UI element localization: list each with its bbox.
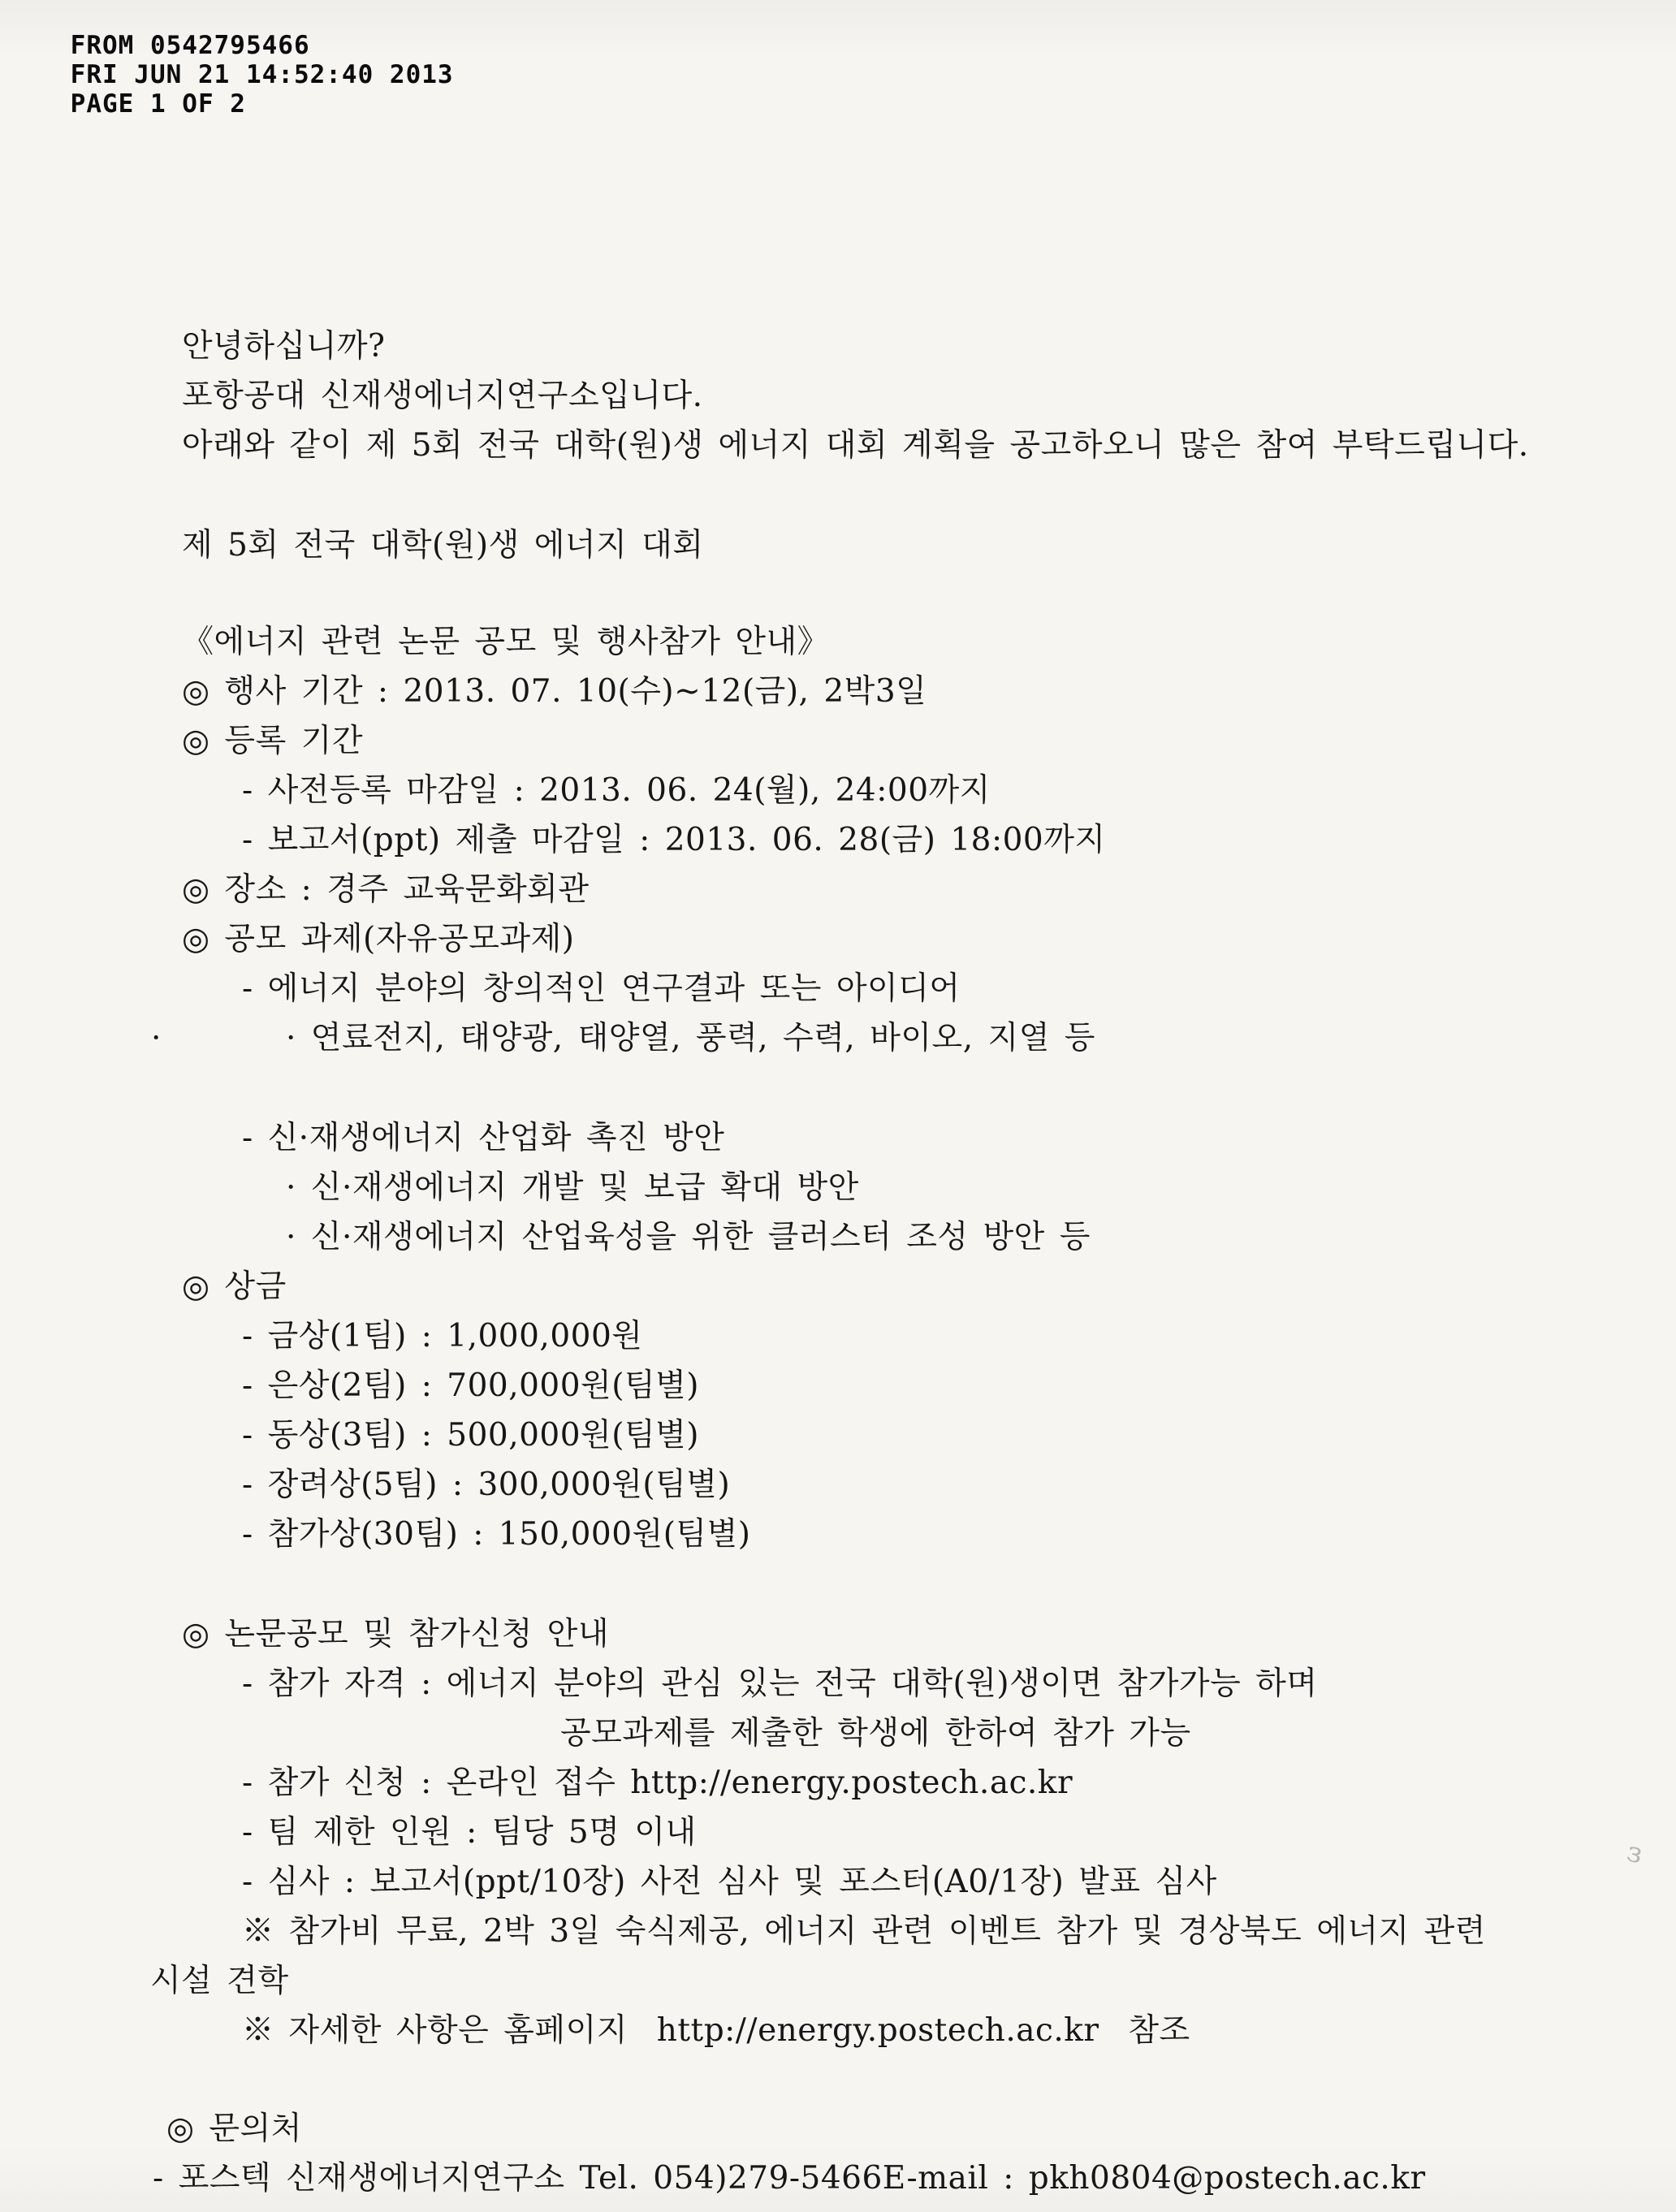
task2-detail-line-1: · 신·재생에너지 개발 및 보급 확대 방안 bbox=[286, 1169, 859, 1206]
apply-method-line: - 참가 신청 : 온라인 접수 http://energy.postech.ac.kr bbox=[242, 1765, 1073, 1801]
fax-from-number: FROM 0542795466 bbox=[70, 31, 310, 60]
task1-line: - 에너지 분야의 창의적인 연구결과 또는 아이디어 bbox=[242, 970, 961, 1007]
tasks-heading: ◎ 공모 과제(자유공모과제) bbox=[182, 921, 575, 957]
spacer bbox=[0, 470, 1676, 521]
greeting-line-1: 안녕하십니까? bbox=[182, 328, 386, 365]
event-period-line: ◎ 행사 기간 : 2013. 07. 10(수)~12(금), 2박3일 bbox=[182, 673, 927, 710]
greeting-line-3: 아래와 같이 제 5회 전국 대학(원)생 에너지 대회 계획을 공고하오니 많은 참여 부탁드립니다. bbox=[182, 427, 1529, 464]
judging-line: - 심사 : 보고서(ppt/10장) 사전 심사 및 포스터(A0/1장) 발표 심사 bbox=[242, 1864, 1217, 1900]
fax-page-count: PAGE 1 OF 2 bbox=[70, 89, 246, 119]
task2-line: - 신·재생에너지 산업화 촉진 방안 bbox=[242, 1120, 725, 1156]
contact-heading: ◎ 문의처 bbox=[166, 2110, 302, 2147]
spacer bbox=[0, 1063, 1676, 1113]
greeting-line-2: 포항공대 신재생에너지연구소입니다. bbox=[182, 378, 703, 414]
prize-encouragement-line: - 장려상(5팀) : 300,000원(팀별) bbox=[242, 1467, 731, 1503]
eligibility-line-1: - 참가 자격 : 에너지 분야의 관심 있는 전국 대학(원)생이면 참가가능 하며 bbox=[242, 1665, 1318, 1702]
registration-heading: ◎ 등록 기간 bbox=[182, 723, 364, 759]
application-heading: ◎ 논문공모 및 참가신청 안내 bbox=[182, 1616, 610, 1653]
eligibility-line-2: 공모과제를 제출한 학생에 한하여 참가 가능 bbox=[560, 1715, 1191, 1752]
pre-registration-deadline: - 사전등록 마감일 : 2013. 06. 24(월), 24:00까지 bbox=[242, 772, 991, 809]
task1-detail-text: · 연료전지, 태양광, 태양열, 풍력, 수력, 바이오, 지열 등 bbox=[286, 1020, 1095, 1056]
stray-middle-dot: · bbox=[151, 1020, 162, 1056]
task2-detail-line-2: · 신·재생에너지 산업육성을 위한 클러스터 조성 방안 등 bbox=[286, 1219, 1091, 1255]
contact-line: - 포스텍 신재생에너지연구소 Tel. 054)279-5466E-mail : pkh0804@postech.ac.kr bbox=[153, 2160, 1426, 2197]
prize-participation-line: - 참가상(30팀) : 150,000원(팀별) bbox=[242, 1516, 751, 1553]
note2-line: ※ 자세한 사항은 홈페이지 http://energy.postech.ac.kr 참조 bbox=[242, 2012, 1190, 2049]
note1-line-1: ※ 참가비 무료, 2박 3일 숙식제공, 에너지 관련 이벤트 참가 및 경상북도 에너지 관련 bbox=[242, 1913, 1486, 1950]
fax-timestamp: FRI JUN 21 14:52:40 2013 bbox=[70, 60, 454, 89]
prizes-heading: ◎ 상금 bbox=[182, 1268, 287, 1305]
report-deadline: - 보고서(ppt) 제출 마감일 : 2013. 06. 28(금) 18:00까지 bbox=[242, 822, 1106, 858]
note1-line-2: 시설 견학 bbox=[150, 1963, 289, 1999]
prize-gold-line: - 금상(1팀) : 1,000,000원 bbox=[242, 1318, 643, 1354]
prize-bronze-line: - 동상(3팀) : 500,000원(팀별) bbox=[242, 1417, 700, 1454]
venue-line: ◎ 장소 : 경주 교육문화회관 bbox=[182, 871, 590, 908]
scan-smudge-artifact: з bbox=[1623, 1835, 1647, 1871]
notice-heading: 《에너지 관련 논문 공모 및 행사참가 안내》 bbox=[182, 624, 830, 660]
spacer bbox=[0, 2055, 1676, 2104]
spacer bbox=[0, 1559, 1676, 1609]
task1-detail-line bbox=[0, 1013, 1676, 1063]
spacer bbox=[0, 570, 1676, 617]
team-limit-line: - 팀 제한 인원 : 팀당 5명 이내 bbox=[242, 1814, 697, 1851]
event-title: 제 5회 전국 대학(원)생 에너지 대회 bbox=[182, 527, 704, 564]
prize-silver-line: - 은상(2팀) : 700,000원(팀별) bbox=[242, 1367, 700, 1404]
